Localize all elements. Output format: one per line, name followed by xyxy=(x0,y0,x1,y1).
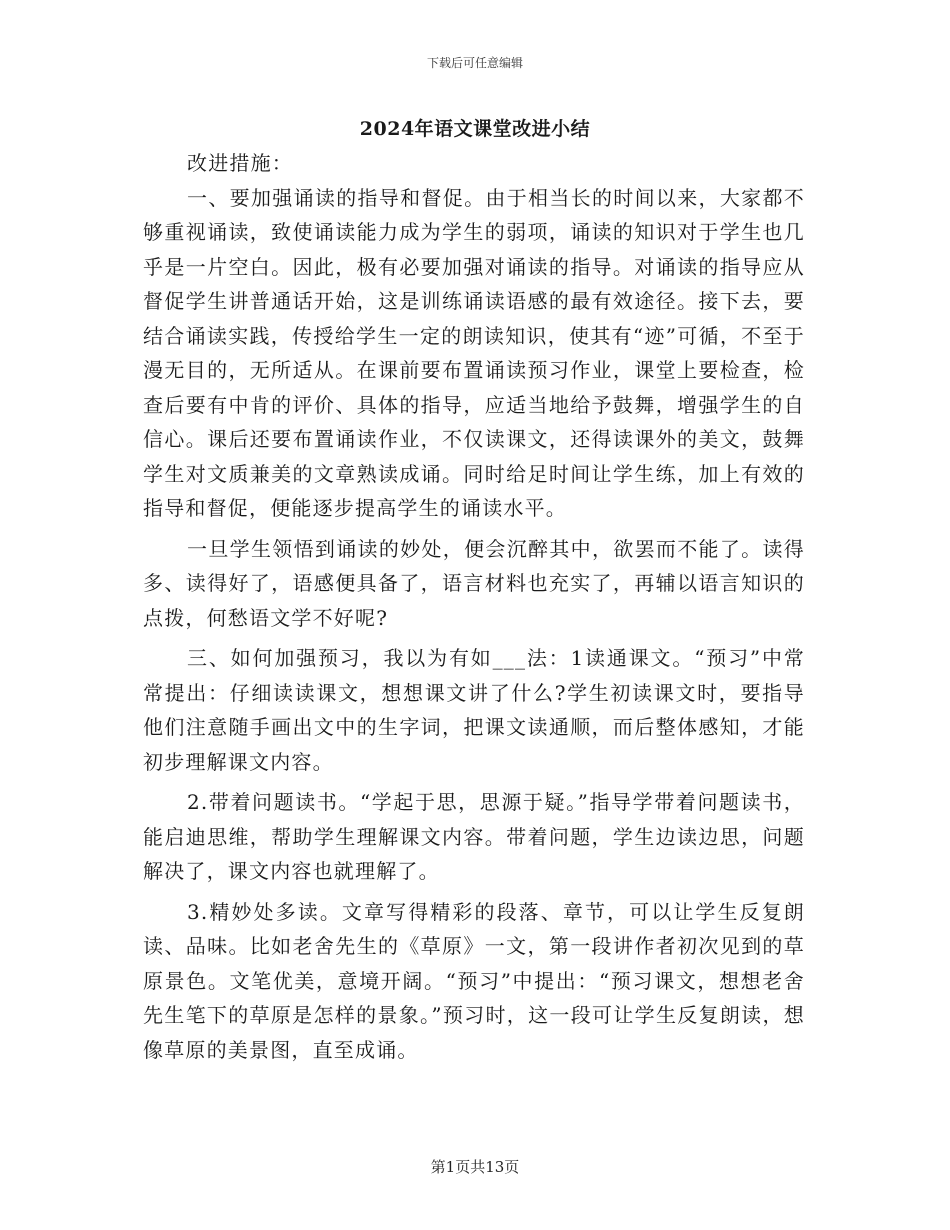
document-body xyxy=(143,146,805,1067)
paragraph-measures-heading: 改进措施： xyxy=(187,151,293,175)
paragraph-recitation-benefits: 一旦学生领悟到诵读的妙处，便会沉醉其中，欲罢而不能了。读得多、读得好了，语感便具备了，语言材料也充实了，再辅以语言知识的点拨，何愁语文学不好呢? xyxy=(143,536,805,630)
paragraph-preview-methods: 三、如何加强预习，我以为有如___法：1读通课文。“预习”中常常提出：仔细读读课文，想想课文讲了什么?学生初读课文时，要指导他们注意随手画出文中的生字词，把课文读通顺，而后整体感知，才能初步理解课文内容。 xyxy=(143,646,805,774)
page-number: 第1页共13页 xyxy=(430,1158,520,1176)
document-title: 2024年语文课堂改进小结 xyxy=(359,118,591,140)
paragraph-read-highlights: 3.精妙处多读。文章写得精彩的段落、章节，可以让学生反复朗读、品味。比如老舍先生的《草原》一文，第一段讲作者初次见到的草原景色。文笔优美，意境开阔。“预习”中提出：“预习课文，想想老舍先生笔下的草原是怎样的景象。”预习时，这一段可让学生反复朗读，想像草原的美景图，直至成诵。 xyxy=(143,899,805,1062)
paragraph-recitation-guidance: 一、要加强诵读的指导和督促。由于相当长的时间以来，大家都不够重视诵读，致使诵读能力成为学生的弱项，诵读的知识对于学生也几乎是一片空白。因此，极有必要加强对诵读的指导。对诵读的指导应从督促学生讲普通话开始，这是训练诵读语感的最有效途径。接下去，要结合诵读实践，传授给学生一定的朗读知识，使其有“迹”可循，不至于漫无目的，无所适从。在课前要布置诵读预习作业，课堂上要检查，检查后要有中肯的评价、具体的指导，应适当地给予鼓舞，增强学生的自信心。课后还要布置诵读作业，不仅读课文，还得读课外的美文，鼓舞学生对文质兼美的文章熟读成诵。同时给足时间让学生练，加上有效的指导和督促，便能逐步提高学生的诵读水平。 xyxy=(143,185,805,520)
paragraph-read-with-questions: 2.带着问题读书。“学起于思，思源于疑。”指导学带着问题读书，能启迪思维，帮助学生理解课文内容。带着问题，学生边读边思，问题解决了，课文内容也就理解了。 xyxy=(143,790,805,883)
header-note: 下载后可任意编辑 xyxy=(426,56,523,70)
